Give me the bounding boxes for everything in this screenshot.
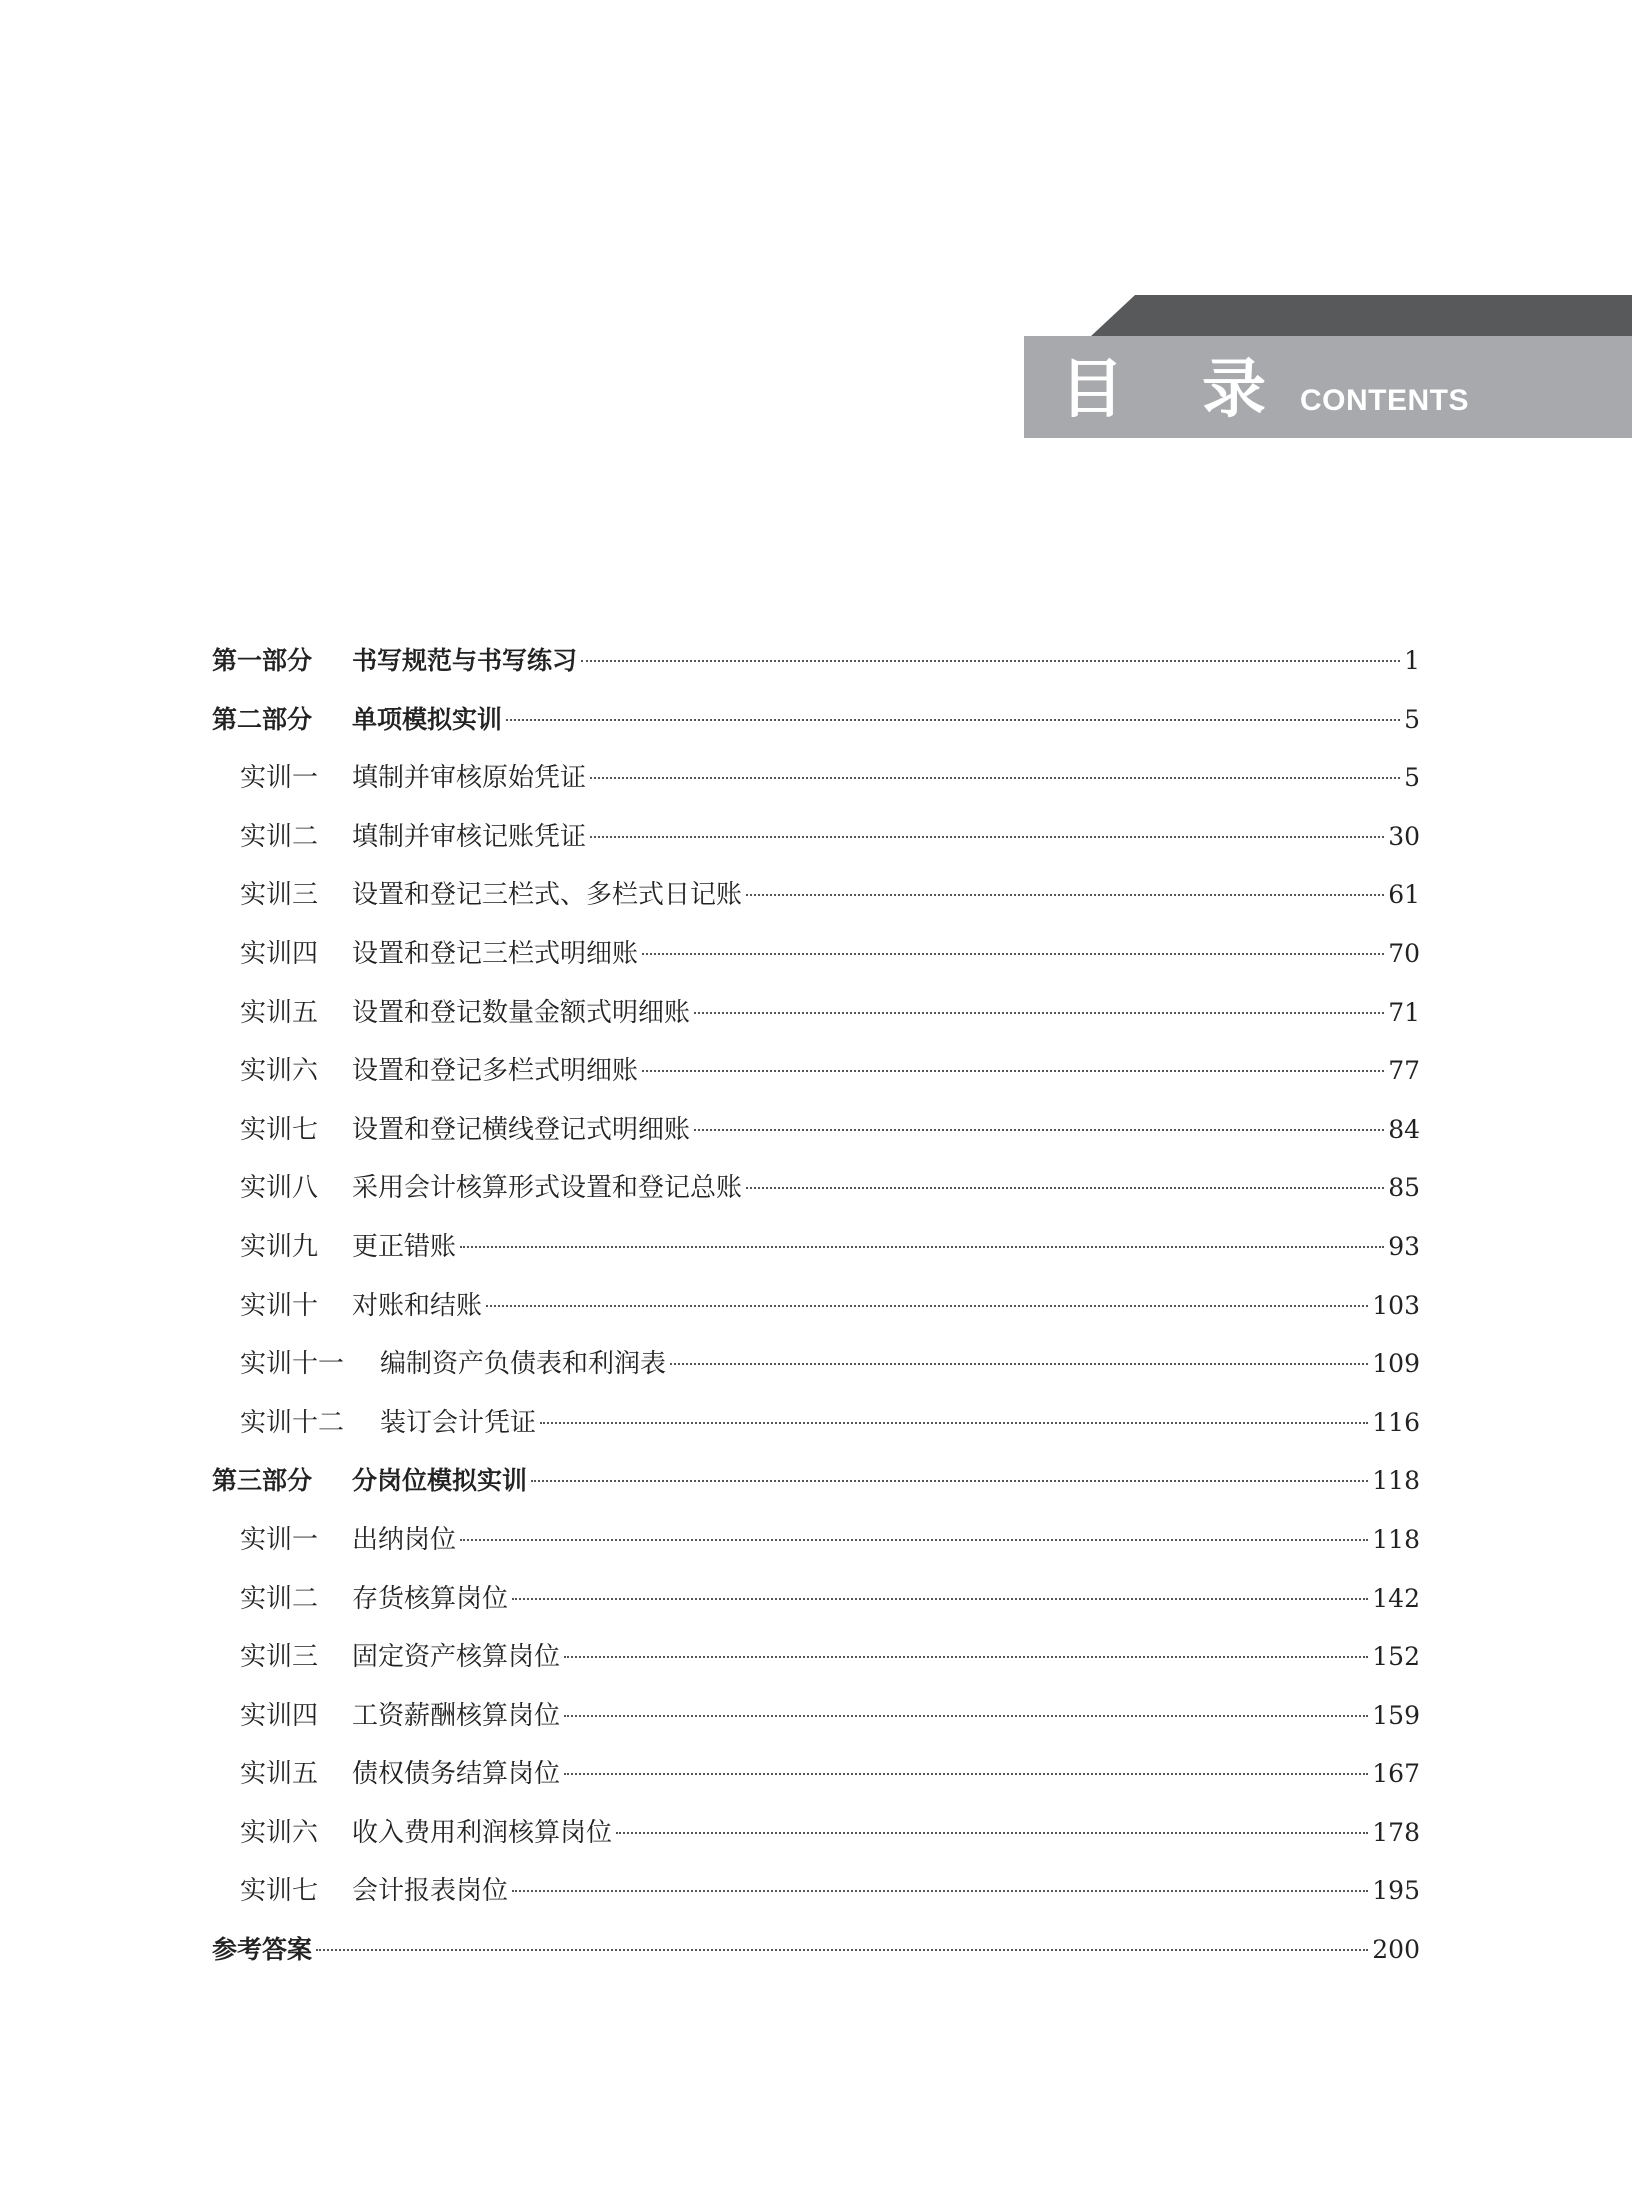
dot-leader — [590, 836, 1384, 838]
toc-entry-label: 实训八 — [240, 1173, 319, 1204]
toc-chapter-entry[interactable] — [212, 1745, 1420, 1804]
dot-leader — [564, 1773, 1368, 1775]
toc-entry-title: 设置和登记数量金额式明细账 — [352, 997, 691, 1028]
dot-leader — [531, 1480, 1368, 1482]
toc-part-entry[interactable] — [212, 632, 1420, 691]
toc-page-number: 195 — [1372, 1876, 1420, 1906]
dot-leader — [460, 1539, 1368, 1541]
toc-page-number: 118 — [1372, 1524, 1420, 1554]
toc-part-entry[interactable] — [212, 1452, 1420, 1511]
toc-entry-label: 实训五 — [240, 1759, 319, 1790]
toc-entry-title: 更正错账 — [352, 1231, 457, 1262]
dot-leader — [616, 1832, 1368, 1834]
toc-entry-title: 单项模拟实训 — [352, 704, 503, 734]
toc-page-number: 84 — [1388, 1114, 1420, 1144]
toc-chapter-entry[interactable] — [212, 866, 1420, 925]
toc-page-number: 71 — [1388, 997, 1420, 1027]
toc-entry-label: 实训一 — [240, 1524, 319, 1555]
toc-entry-label: 实训六 — [240, 1056, 319, 1087]
title-english: CONTENTS — [1300, 384, 1469, 417]
dot-leader — [642, 953, 1384, 955]
toc-entry-label: 实训二 — [240, 821, 319, 852]
toc-entry-label: 实训四 — [240, 1700, 319, 1731]
toc-page-number: 142 — [1372, 1583, 1420, 1613]
dot-leader — [460, 1246, 1384, 1248]
toc-entry-label: 实训六 — [240, 1817, 319, 1848]
toc-chapter-entry[interactable] — [212, 1042, 1420, 1101]
toc-entry-title: 设置和登记三栏式、多栏式日记账 — [352, 880, 743, 911]
dot-leader — [512, 1890, 1368, 1892]
dot-leader — [694, 1129, 1384, 1131]
toc-entry-label: 实训四 — [240, 938, 319, 969]
toc-chapter-entry[interactable] — [212, 1862, 1420, 1921]
toc-chapter-entry[interactable] — [212, 925, 1420, 984]
toc-part-entry[interactable] — [212, 1921, 1420, 1980]
toc-entry-title: 设置和登记横线登记式明细账 — [352, 1114, 691, 1145]
toc-page-number: 5 — [1404, 704, 1420, 734]
toc-page-number: 70 — [1388, 938, 1420, 968]
toc-entry-label: 第三部分 — [212, 1466, 313, 1496]
toc-chapter-entry[interactable] — [212, 1570, 1420, 1629]
dot-leader — [506, 719, 1400, 721]
dot-leader — [486, 1305, 1368, 1307]
toc-entry-title: 装订会计凭证 — [380, 1407, 537, 1438]
toc-entry-label: 实训三 — [240, 880, 319, 911]
toc-entry-title: 债权债务结算岗位 — [352, 1759, 561, 1790]
toc-page-number: 85 — [1388, 1173, 1420, 1203]
toc-page-number: 200 — [1372, 1935, 1420, 1965]
toc-entry-title: 参考答案 — [212, 1935, 313, 1965]
toc-chapter-entry[interactable] — [212, 1101, 1420, 1160]
dot-leader — [316, 1949, 1368, 1951]
toc-entry-label: 实训十 — [240, 1290, 319, 1321]
title-char-2: 录 — [1202, 352, 1266, 427]
toc-entry-title: 会计报表岗位 — [352, 1876, 509, 1907]
dot-leader — [642, 1070, 1384, 1072]
toc-chapter-entry[interactable] — [212, 1218, 1420, 1277]
toc-entry-title: 设置和登记三栏式明细账 — [352, 938, 639, 969]
toc-page-number: 93 — [1388, 1231, 1420, 1261]
toc-page-number: 1 — [1404, 646, 1420, 675]
toc-page-number: 167 — [1372, 1759, 1420, 1789]
toc-entry-label: 实训二 — [240, 1583, 319, 1614]
toc-entry-title: 固定资产核算岗位 — [352, 1642, 561, 1673]
toc-entry-title: 对账和结账 — [352, 1290, 483, 1321]
toc-entry-title: 编制资产负债表和利润表 — [380, 1349, 667, 1380]
toc-part-entry[interactable] — [212, 691, 1420, 750]
toc-page-number: 77 — [1388, 1056, 1420, 1086]
toc-entry-label: 实训十二 — [240, 1407, 345, 1438]
toc-entry-label: 实训九 — [240, 1231, 319, 1262]
toc-page-number: 152 — [1372, 1642, 1420, 1672]
toc-entry-title: 填制并审核记账凭证 — [352, 821, 587, 852]
dot-leader — [694, 1012, 1384, 1014]
toc-chapter-entry[interactable] — [212, 1628, 1420, 1687]
toc-page-number: 109 — [1372, 1349, 1420, 1379]
toc-entry-title: 收入费用利润核算岗位 — [352, 1817, 613, 1848]
toc-entry-label: 实训五 — [240, 997, 319, 1028]
toc-chapter-entry[interactable] — [212, 808, 1420, 867]
toc-page-number: 103 — [1372, 1290, 1420, 1320]
toc-page-number: 30 — [1388, 821, 1420, 851]
dot-leader — [746, 894, 1384, 896]
dot-leader — [540, 1422, 1368, 1424]
dot-leader — [581, 660, 1400, 662]
toc-page-number: 178 — [1372, 1817, 1420, 1847]
dot-leader — [590, 777, 1400, 779]
toc-page-number: 116 — [1372, 1407, 1420, 1437]
dot-leader — [564, 1656, 1368, 1658]
toc-chapter-entry[interactable] — [212, 1804, 1420, 1863]
header-banner-dark — [1090, 295, 1632, 337]
toc-chapter-entry[interactable] — [212, 749, 1420, 808]
table-of-contents — [212, 632, 1420, 1980]
toc-entry-label: 第二部分 — [212, 704, 313, 734]
toc-entry-label: 实训十一 — [240, 1349, 345, 1380]
toc-entry-title: 采用会计核算形式设置和登记总账 — [352, 1173, 743, 1204]
toc-page-number: 61 — [1388, 880, 1420, 910]
toc-entry-title: 工资薪酬核算岗位 — [352, 1700, 561, 1731]
title-char-1: 目 — [1060, 352, 1124, 427]
toc-entry-label: 实训三 — [240, 1642, 319, 1673]
toc-chapter-entry[interactable] — [212, 1394, 1420, 1453]
toc-entry-title: 分岗位模拟实训 — [352, 1466, 528, 1496]
toc-entry-label: 实训七 — [240, 1876, 319, 1907]
dot-leader — [564, 1715, 1368, 1717]
toc-entry-title: 书写规范与书写练习 — [352, 646, 578, 675]
toc-entry-title: 出纳岗位 — [352, 1524, 457, 1555]
toc-chapter-entry[interactable] — [212, 1687, 1420, 1746]
toc-chapter-entry[interactable] — [212, 984, 1420, 1043]
toc-entry-label: 实训一 — [240, 763, 319, 794]
toc-page-number: 159 — [1372, 1700, 1420, 1730]
toc-entry-title: 设置和登记多栏式明细账 — [352, 1056, 639, 1087]
page-title — [1060, 350, 1469, 430]
toc-chapter-entry[interactable] — [212, 1335, 1420, 1394]
toc-entry-label: 实训七 — [240, 1114, 319, 1145]
dot-leader — [746, 1187, 1384, 1189]
dot-leader — [670, 1363, 1368, 1365]
dot-leader — [512, 1598, 1368, 1600]
toc-page-number: 5 — [1404, 763, 1420, 793]
toc-page-number: 118 — [1372, 1466, 1420, 1496]
toc-entry-title: 存货核算岗位 — [352, 1583, 509, 1614]
toc-chapter-entry[interactable] — [212, 1277, 1420, 1336]
toc-chapter-entry[interactable] — [212, 1159, 1420, 1218]
toc-chapter-entry[interactable] — [212, 1511, 1420, 1570]
toc-entry-title: 填制并审核原始凭证 — [352, 763, 587, 794]
toc-entry-label: 第一部分 — [212, 646, 313, 675]
